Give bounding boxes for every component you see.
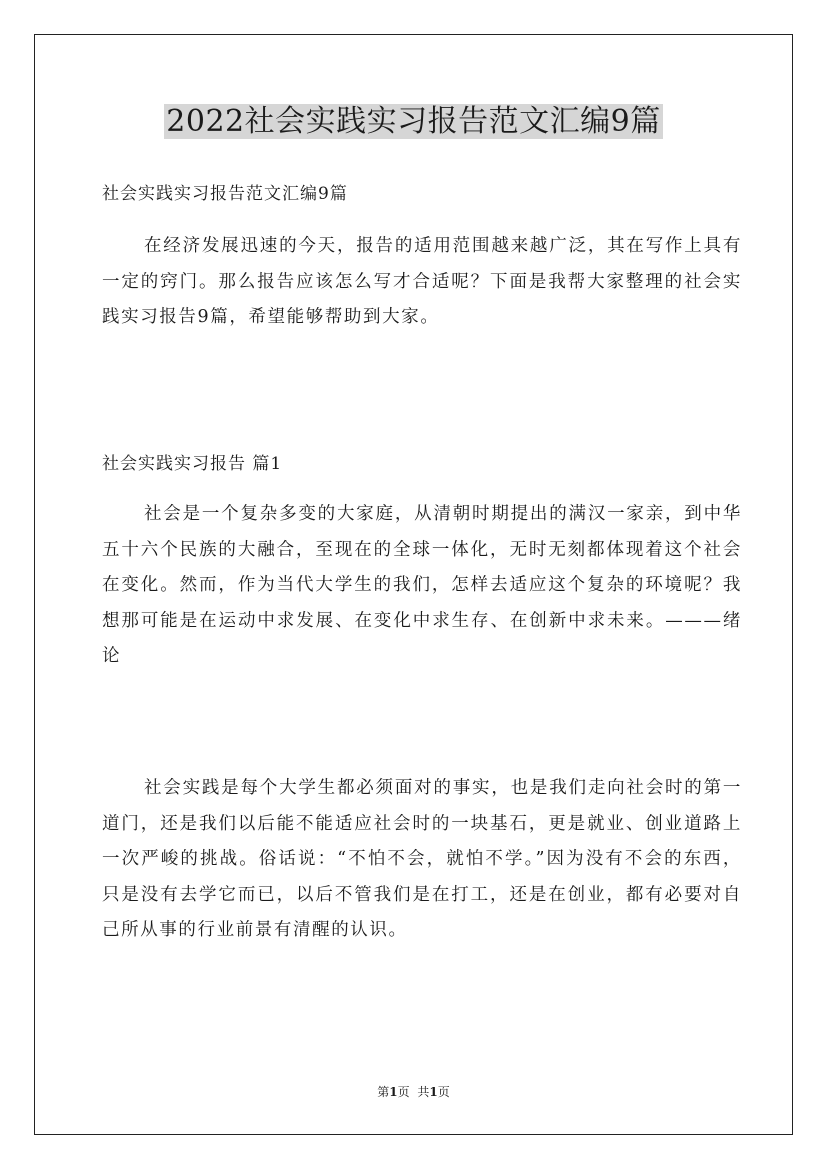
- page-footer: 第1页 共1页: [377, 1085, 450, 1099]
- section-heading: 社会实践实习报告 篇1: [102, 454, 283, 474]
- intro-paragraph: 在经济发展迅速的今天，报告的适用范围越来越广泛，其在写作上具有一定的窍门。那么报告应该怎么写才合适呢？下面是我帮大家整理的社会实践实习报告9篇，希望能够帮助到大家。: [102, 236, 742, 327]
- document-subtitle: 社会实践实习报告范文汇编9篇: [102, 184, 348, 204]
- document-title: [0, 98, 827, 146]
- body-paragraph-2: 社会实践是每个大学生都必须面对的事实，也是我们走向社会时的第一道门，还是我们以后能不能适应社会时的一块基石，更是就业、创业道路上一次严峻的挑战。俗话说：“不怕不会，就怕不学。”因为没有不会的东西，只是没有去学它而已，以后不管我们是在打工，还是在创业，都有必要对自己所从事的行业前景有清醒的认识。: [102, 778, 742, 940]
- document-title-text: 2022社会实践实习报告范文汇编9篇: [166, 104, 661, 139]
- body-paragraph-1: 社会是一个复杂多变的大家庭，从清朝时期提出的满汉一家亲，到中华五十六个民族的大融合，至现在的全球一体化，无时无刻都体现着这个社会在变化。然而，作为当代大学生的我们，怎样去适应这个复杂的环境呢？我想那可能是在运动中求发展、在变化中求生存、在创新中求未来。———绪论: [102, 504, 742, 666]
- page-number: 1: [389, 1085, 398, 1099]
- total-pages: 1: [429, 1085, 438, 1099]
